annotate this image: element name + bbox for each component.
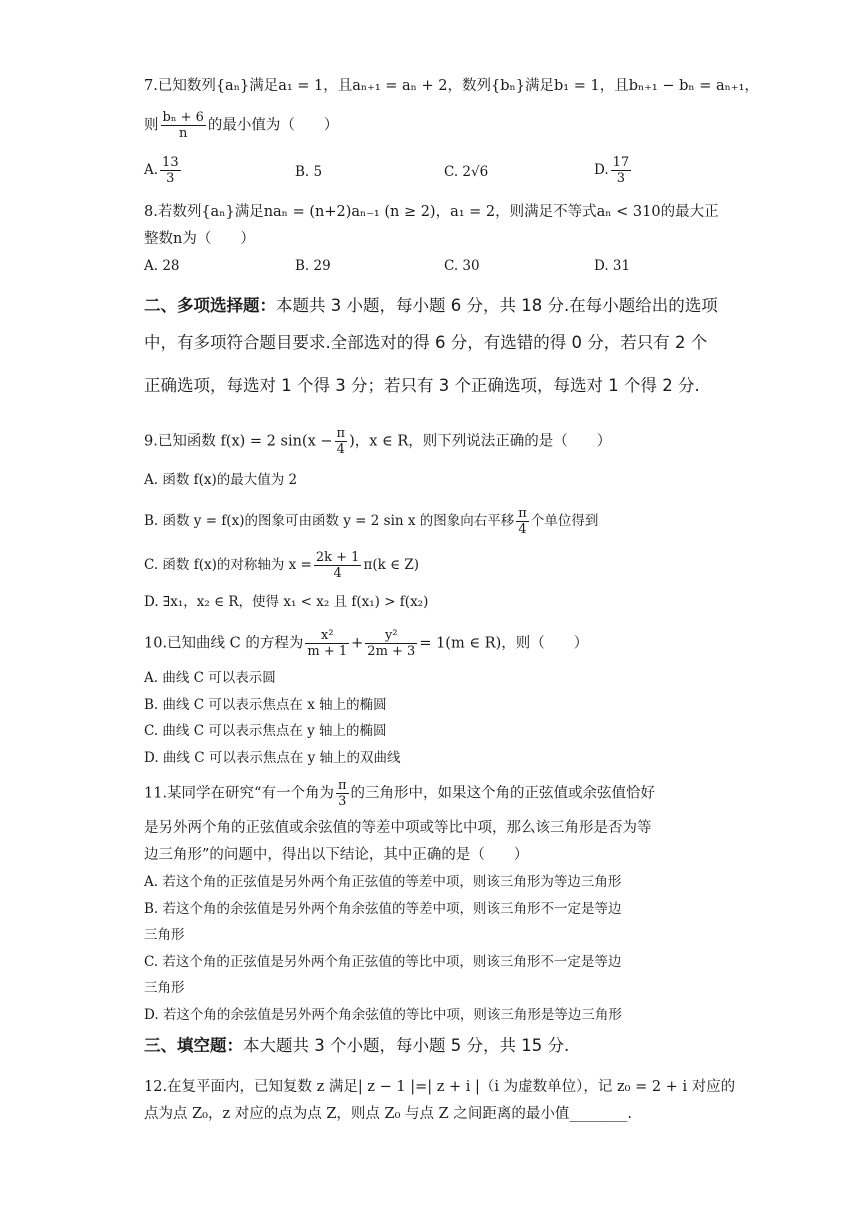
q11-frac-num: π	[337, 778, 347, 793]
q10-stem-prefix: 10.已知曲线 C 的方程为	[144, 635, 304, 652]
q7-frac-num: bₙ + 6	[162, 110, 204, 125]
q9-option-c-num: 2k + 1	[315, 550, 360, 565]
q11-stem-suffix: 的三角形中，如果这个角的正弦值或余弦值恰好	[350, 785, 656, 802]
q10-frac2	[365, 628, 417, 659]
q8-stem-line2: 整数n为（ ）	[144, 231, 255, 247]
q8-option-b: B. 29	[295, 258, 331, 274]
q11-stem-line3: 边三角形”的问题中，得出以下结论，其中正确的是（ ）	[144, 847, 529, 863]
q9-frac	[335, 426, 348, 457]
q7-stem-prefix: 则	[144, 117, 159, 134]
q9-stem	[144, 426, 611, 457]
q8-stem-line1: 8.若数列{aₙ}满足naₙ = (n+2)aₙ₋₁ (n ≥ 2)，a₁ = 2，则满足不等式aₙ < 310的最大正	[144, 204, 719, 220]
q9-option-b-den: 4	[518, 522, 527, 537]
q8-option-c: C. 30	[444, 258, 480, 274]
q9-option-a: A. 函数 f(x)的最大值为 2	[144, 472, 298, 488]
q9-frac-den: 4	[336, 442, 345, 457]
q12-line2: 点为点 Z₀，z 对应的点为点 Z，则点 Z₀ 与点 Z 之间距离的最小值________.	[144, 1106, 632, 1122]
q11-option-d: D. 若这个角的余弦值是另外两个角余弦值的等比中项，则该三角形是等边三角形	[144, 1007, 622, 1023]
q9-option-b-prefix: B. 函数 y = f(x)的图象可由函数 y = 2 sin x 的图象向右平移	[144, 513, 515, 529]
q7-option-a	[144, 155, 183, 186]
section2-line2: 中，有多项符合题目要求.全部选对的得 6 分，有选错的得 0 分，若只有 2 个	[144, 333, 708, 352]
q11-option-b-line2: 三角形	[144, 927, 185, 943]
q7-option-b: B. 5	[295, 164, 323, 180]
q10-stem-suffix: = 1(m ∈ R)，则（ ）	[419, 635, 589, 652]
q9-option-c-prefix: C. 函数 f(x)的对称轴为 x =	[144, 557, 312, 573]
q7-option-a-den: 3	[166, 171, 175, 186]
q10-frac2-den: 2m + 3	[367, 644, 416, 659]
q9-option-c-den: 4	[333, 566, 342, 581]
q7-option-d	[594, 155, 633, 186]
q10-option-b: B. 曲线 C 可以表示焦点在 x 轴上的椭圆	[144, 697, 387, 713]
q7-fraction	[161, 110, 206, 141]
q11-option-a: A. 若这个角的正弦值是另外两个角正弦值的等差中项，则该三角形为等边三角形	[144, 874, 622, 890]
q9-option-c-frac	[314, 550, 362, 581]
q7-option-d-num: 17	[612, 155, 630, 170]
q10-frac1-den: m + 1	[307, 644, 348, 659]
q9-option-c	[144, 550, 419, 581]
section2-line3: 正确选项，每选对 1 个得 3 分；若只有 3 个正确选项，每选对 1 个得 2 分.	[144, 376, 700, 395]
section3-text: 本大题共 3 个小题，每小题 5 分，共 15 分.	[243, 1036, 570, 1055]
q7-option-a-label: A.	[144, 162, 159, 178]
q11-frac	[336, 778, 349, 809]
q12-line1: 12.在复平面内，已知复数 z 满足| z − 1 |=| z + i |（i 为虚数单位），记 z₀ = 2 + i 对应的	[144, 1079, 736, 1095]
q9-option-c-suffix: π(k ∈ Z)	[363, 557, 419, 573]
q9-option-b-num: π	[518, 506, 527, 521]
q7-stem-line2	[144, 110, 338, 141]
q9-option-b-frac	[516, 506, 529, 537]
q9-stem-suffix: )，x ∈ R，则下列说法正确的是（ ）	[349, 433, 612, 450]
q11-option-c-line2: 三角形	[144, 980, 185, 996]
q11-stem-line2: 是另外两个角的正弦值或余弦值的等差中项或等比中项，那么该三角形是否为等	[144, 820, 652, 836]
q7-option-d-den: 3	[616, 171, 626, 186]
q10-option-a: A. 曲线 C 可以表示圆	[144, 670, 276, 686]
q9-option-b-suffix: 个单位得到	[530, 513, 599, 529]
q11-option-b-line1: B. 若这个角的余弦值是另外两个角余弦值的等差中项，则该三角形不一定是等边	[144, 901, 622, 917]
q10-plus: +	[351, 635, 364, 652]
q11-option-c-line1: C. 若这个角的正弦值是另外两个角正弦值的等比中项，则该三角形不一定是等边	[144, 954, 622, 970]
q7-stem-suffix: 的最小值为（ ）	[207, 117, 339, 134]
q7-option-d-label: D.	[594, 162, 609, 178]
section3-heading	[144, 1035, 569, 1057]
q8-option-d: D. 31	[594, 258, 631, 274]
q9-frac-num: π	[336, 426, 346, 441]
q9-option-d: D. ∃x₁，x₂ ∈ R，使得 x₁ < x₂ 且 f(x₁) > f(x₂)	[144, 594, 429, 610]
q11-stem-line1	[144, 778, 655, 809]
q7-stem-line1: 7.已知数列{aₙ}满足a₁ = 1，且aₙ₊₁ = aₙ + 2，数列{bₙ}满足b₁ = 1，且bₙ₊₁ − bₙ = aₙ₊₁，	[144, 78, 759, 94]
q9-option-b	[144, 506, 598, 537]
q10-frac1-num: x²	[305, 628, 349, 644]
q11-stem-prefix: 11.某同学在研究“有一个角为	[144, 785, 334, 802]
q8-option-a: A. 28	[144, 258, 180, 274]
q10-frac2-num: y²	[365, 628, 417, 644]
q10-option-c: C. 曲线 C 可以表示焦点在 y 轴上的椭圆	[144, 723, 387, 739]
section2-line1-text: 本题共 3 小题，每小题 6 分，共 18 分.在每小题给出的选项	[276, 296, 718, 315]
q10-frac1	[305, 628, 349, 659]
q9-stem-prefix: 9.已知函数 f(x) = 2 sin(x −	[144, 433, 333, 450]
q7-option-c: C. 2√6	[444, 164, 489, 180]
q11-frac-den: 3	[338, 794, 347, 809]
q10-option-d: D. 曲线 C 可以表示焦点在 y 轴上的双曲线	[144, 750, 401, 766]
q7-option-a-num: 13	[162, 155, 179, 170]
q7-frac-den: n	[179, 126, 188, 141]
q7-option-a-frac	[160, 155, 181, 186]
q7-option-d-frac	[611, 155, 632, 186]
section2-line1	[144, 295, 718, 317]
section2-title: 二、多项选择题：	[144, 296, 276, 315]
q10-stem	[144, 628, 588, 659]
section3-title: 三、填空题：	[144, 1036, 243, 1055]
